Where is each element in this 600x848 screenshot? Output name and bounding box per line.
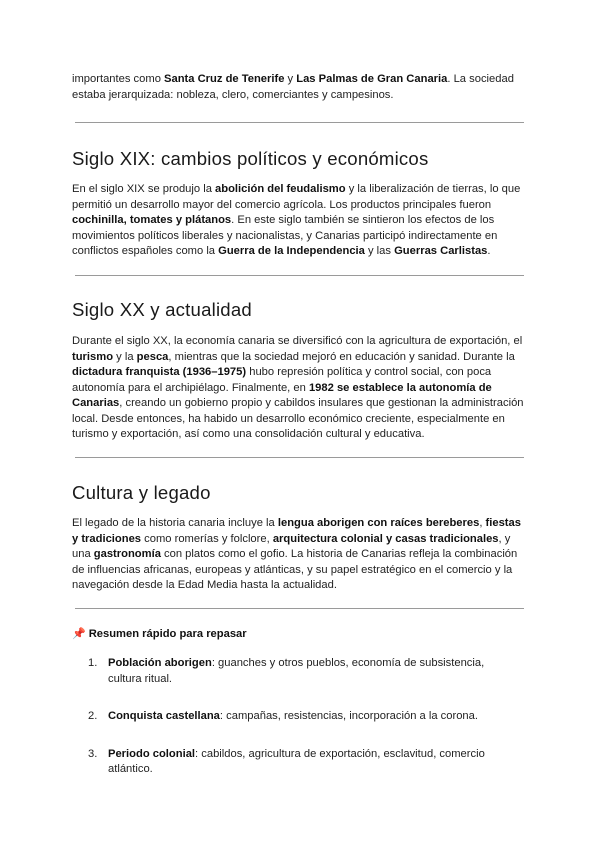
intro-paragraph: importantes como Santa Cruz de Tenerife y Las Palmas de Gran Canaria. La sociedad estaba jerarquizada: nobleza, clero, comerciantes y campesinos.: [72, 73, 514, 101]
list-item: 2. Conquista castellana: campañas, resistencias, incorporación a la corona.: [88, 710, 478, 722]
divider: [75, 122, 524, 123]
divider: [75, 608, 524, 609]
divider: [75, 275, 524, 276]
highlight-santa-cruz: Santa Cruz de Tenerife: [164, 73, 285, 85]
section-heading-siglo-xix: Siglo XIX: cambios políticos y económicos: [72, 148, 429, 169]
siglo-xix-paragraph: En el siglo XIX se produjo la abolición del feudalismo y la liberalización de tierras, lo que permitió un desarrollo mayor del comercio agrícola. Los productos principales fueron cochinilla, tomates y plátanos. En este siglo también se sintieron los efectos de los movimientos políticos liberales y nacionalistas, y Canarias participó indirectamente en conflictos españoles como la Guerra de la Independencia y las Guerras Carlistas.: [72, 183, 521, 257]
summary-heading: 📌 Resumen rápido para repasar: [72, 628, 247, 640]
list-item: 3. Periodo colonial: cabildos, agricultura de exportación, esclavitud, comercio atlántico.: [88, 747, 485, 775]
section-heading-siglo-xx: Siglo XX y actualidad: [72, 299, 252, 320]
siglo-xx-paragraph: Durante el siglo XX, la economía canaria se diversificó con la agricultura de exportación, el turismo y la pesca, mientras que la sociedad mejoró en educación y sanidad. Durante la dictadura franquista (1936–1975) hubo represión política y control social, con poca autonomía para el archipiélago. Finalmente, en 1982 se establece la autonomía de Canarias, creando un gobierno propio y cabildos insulares que gestionan la administración local. Desde entonces, ha habido un desarrollo económico creciente, especialmente en turismo y exportación, así como una consolidación cultural y educativa.: [72, 335, 524, 440]
pushpin-icon: 📌: [72, 628, 86, 640]
summary-list: [72, 656, 512, 778]
list-item: 1. Población aborigen: guanches y otros pueblos, economía de subsistencia, cultura ritual.: [88, 657, 485, 685]
highlight-las-palmas: Las Palmas de Gran Canaria: [296, 73, 448, 85]
cultura-paragraph: El legado de la historia canaria incluye la lengua aborigen con raíces bereberes, fiestas y tradiciones como romerías y folclore, arquitectura colonial y casas tradicionales, y una gastronomía con platos como el gofio. La historia de Canarias refleja la combinación de influencias africanas, europeas y atlánticas, y su papel estratégico en el comercio y la navegación desde la Edad Media hasta la actualidad.: [72, 517, 521, 591]
divider: [75, 457, 524, 458]
section-heading-cultura: Cultura y legado: [72, 482, 211, 503]
